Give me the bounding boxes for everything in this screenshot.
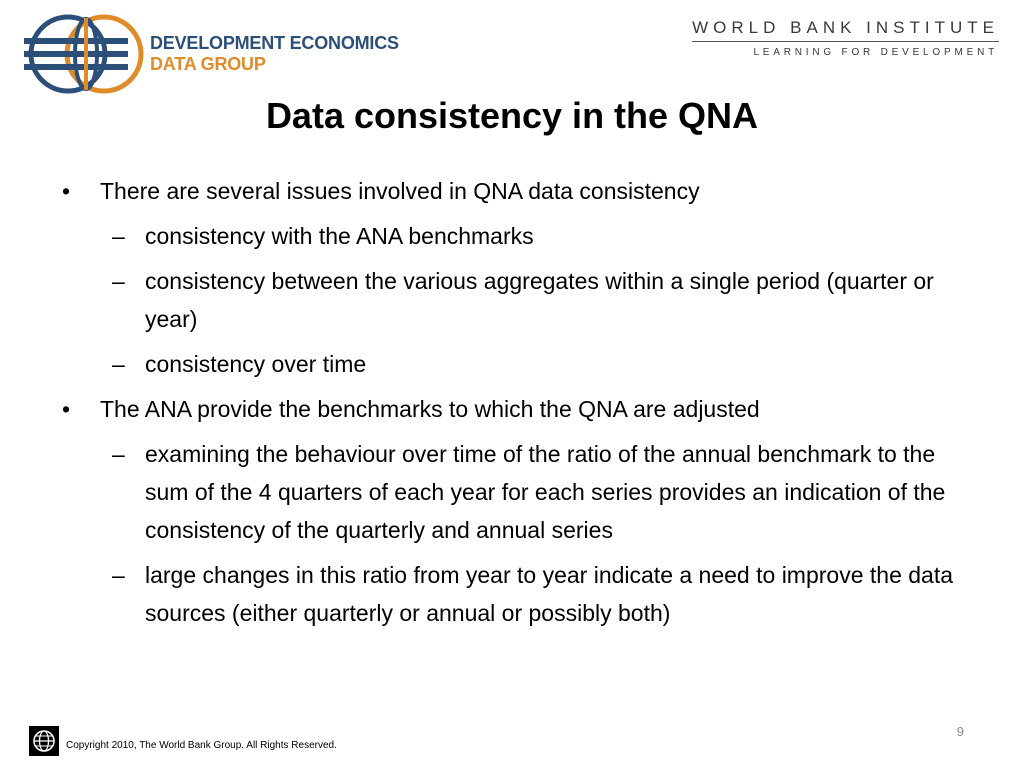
bullet-item — [62, 390, 962, 428]
bullet-text: The ANA provide the benchmarks to which the QNA are adjusted — [100, 396, 760, 422]
institute-tagline: LEARNING FOR DEVELOPMENT — [753, 47, 998, 58]
sub-bullet-text: consistency over time — [145, 351, 367, 377]
sub-bullet-item — [62, 435, 962, 549]
globe-logo-icon — [22, 12, 150, 98]
dash-marker: – — [112, 562, 125, 588]
sub-bullet-item — [62, 556, 962, 632]
logo-title-line1: DEVELOPMENT ECONOMICS — [150, 33, 399, 53]
sub-bullet-item — [62, 345, 962, 383]
sub-bullet-text: consistency with the ANA benchmarks — [145, 223, 534, 249]
dash-marker: – — [112, 223, 125, 249]
dash-marker: – — [112, 441, 125, 467]
world-bank-globe-icon — [29, 726, 59, 756]
dash-marker: – — [112, 268, 125, 294]
sub-bullet-text: consistency between the various aggregates within a single period (quarter or year) — [145, 268, 934, 332]
bullet-marker: • — [62, 178, 71, 204]
copyright-notice: Copyright 2010, The World Bank Group. All Rights Reserved. — [66, 740, 337, 751]
bullet-item — [62, 172, 962, 210]
institute-name: WORLD BANK INSTITUTE — [692, 18, 999, 42]
bullet-text: There are several issues involved in QNA data consistency — [100, 178, 700, 204]
sub-bullet-item — [62, 262, 962, 338]
page-number: 9 — [956, 724, 964, 739]
dash-marker: – — [112, 351, 125, 377]
sub-bullet-text: large changes in this ratio from year to year indicate a need to improve the data sources (either quarterly or annual or possibly both) — [145, 562, 954, 626]
sub-bullet-text: examining the behaviour over time of the ratio of the annual benchmark to the sum of the 4 quarters of each year for each series provides an indication of the consistency of the quarterly and annual series — [145, 441, 946, 543]
sub-bullet-item — [62, 217, 962, 255]
logo-title-line2: DATA GROUP — [150, 54, 266, 74]
deg-logo — [22, 12, 399, 98]
slide-title: Data consistency in the QNA — [265, 95, 759, 136]
bullet-marker: • — [62, 396, 71, 422]
slide-body — [62, 172, 962, 639]
wbi-brand — [692, 18, 999, 58]
